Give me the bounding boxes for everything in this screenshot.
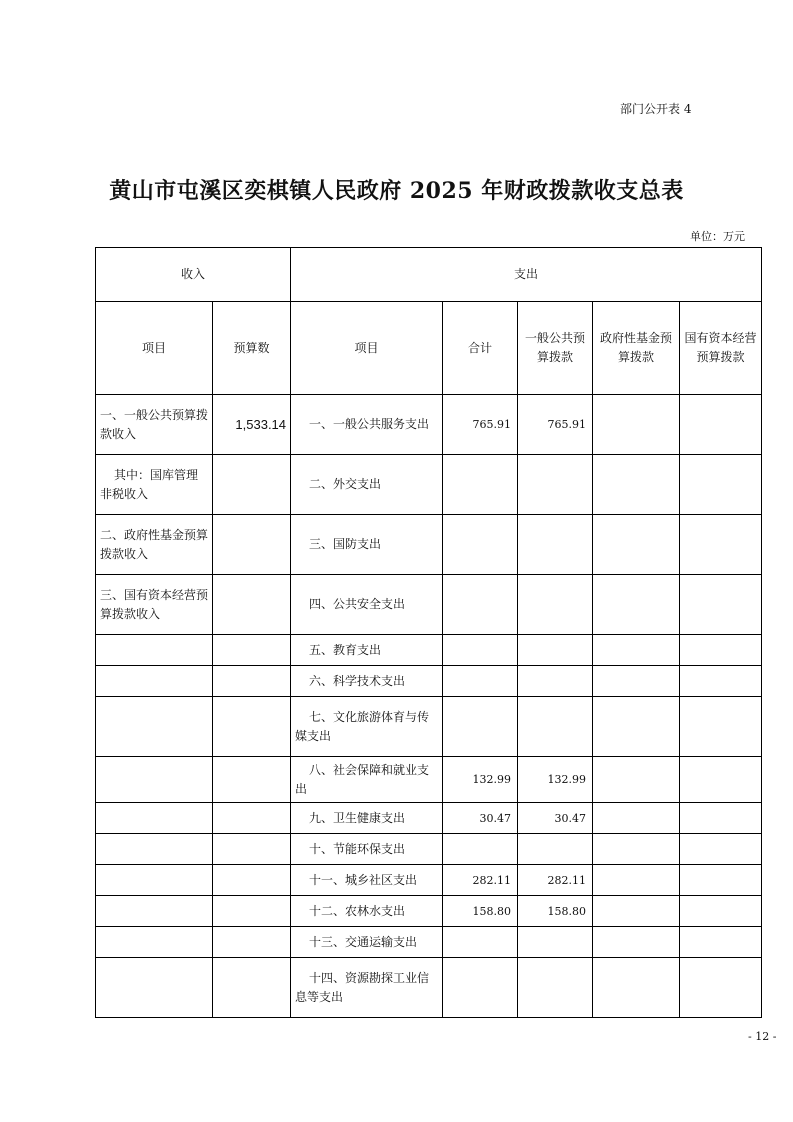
cell-total: 30.47 [443,803,518,834]
cell-general-public [518,958,593,1018]
table-row [96,666,762,697]
table-row [96,635,762,666]
group-expense-header: 支出 [291,248,762,302]
cell-income-budget [213,865,291,896]
cell-total [443,834,518,865]
col-income-budget: 预算数 [213,302,291,395]
cell-expense-item: 十三、交通运输支出 [291,927,443,958]
cell-income-item: 其中：国库管理非税收入 [96,455,213,515]
cell-total: 282.11 [443,865,518,896]
cell-general-public [518,635,593,666]
table-row [96,395,762,455]
cell-state-capital [680,865,762,896]
cell-gov-fund [593,635,680,666]
cell-income-item: 三、国有资本经营预算拨款收入 [96,575,213,635]
cell-income-budget [213,575,291,635]
cell-state-capital [680,697,762,757]
cell-gov-fund [593,666,680,697]
table-row [96,697,762,757]
table-row [96,834,762,865]
cell-gov-fund [593,865,680,896]
cell-expense-item: 四、公共安全支出 [291,575,443,635]
cell-total [443,666,518,697]
cell-total [443,515,518,575]
cell-general-public [518,515,593,575]
cell-gov-fund [593,927,680,958]
unit-label: 单位：万元 [690,230,745,243]
cell-income-budget: 1,533.14 [213,395,291,455]
page-number: - 12 - [748,1030,777,1043]
cell-gov-fund [593,575,680,635]
col-gov-fund: 政府性基金预算拨款 [593,302,680,395]
col-state-capital: 国有资本经营预算拨款 [680,302,762,395]
table-row [96,958,762,1018]
cell-gov-fund [593,455,680,515]
cell-total: 158.80 [443,896,518,927]
cell-gov-fund [593,958,680,1018]
cell-expense-item: 二、外交支出 [291,455,443,515]
col-general-public: 一般公共预算拨款 [518,302,593,395]
cell-expense-item: 五、教育支出 [291,635,443,666]
cell-expense-item: 六、科学技术支出 [291,666,443,697]
form-number: 部门公开表 4 [620,102,692,116]
cell-income-item [96,834,213,865]
cell-income-item [96,635,213,666]
cell-state-capital [680,666,762,697]
cell-total: 765.91 [443,395,518,455]
cell-income-item [96,865,213,896]
cell-income-budget [213,515,291,575]
cell-total: 132.99 [443,757,518,803]
table-row [96,455,762,515]
cell-general-public [518,455,593,515]
table-body [96,395,762,1018]
cell-income-budget [213,927,291,958]
cell-expense-item: 一、一般公共服务支出 [291,395,443,455]
cell-gov-fund [593,515,680,575]
cell-state-capital [680,896,762,927]
table-row [96,575,762,635]
table-row [96,757,762,803]
cell-gov-fund [593,697,680,757]
cell-state-capital [680,455,762,515]
cell-income-item [96,757,213,803]
cell-income-item: 二、政府性基金预算拨款收入 [96,515,213,575]
finance-table [95,247,762,1018]
cell-total [443,575,518,635]
cell-state-capital [680,575,762,635]
cell-total [443,697,518,757]
cell-expense-item: 十、节能环保支出 [291,834,443,865]
group-income-header: 收入 [96,248,291,302]
table-row [96,927,762,958]
cell-expense-item: 十四、资源勘探工业信息等支出 [291,958,443,1018]
cell-income-budget [213,834,291,865]
table-row [96,896,762,927]
cell-gov-fund [593,896,680,927]
cell-general-public [518,834,593,865]
cell-gov-fund [593,757,680,803]
cell-income-item [96,803,213,834]
cell-general-public [518,666,593,697]
cell-income-item [96,697,213,757]
cell-state-capital [680,515,762,575]
cell-state-capital [680,803,762,834]
cell-income-item [96,896,213,927]
cell-income-budget [213,666,291,697]
cell-general-public: 158.80 [518,896,593,927]
cell-expense-item: 十一、城乡社区支出 [291,865,443,896]
col-total: 合计 [443,302,518,395]
cell-state-capital [680,958,762,1018]
table-row [96,515,762,575]
cell-income-item [96,666,213,697]
cell-state-capital [680,834,762,865]
cell-income-budget [213,455,291,515]
cell-income-item: 一、一般公共预算拨款收入 [96,395,213,455]
cell-gov-fund [593,395,680,455]
cell-total [443,455,518,515]
cell-total [443,635,518,666]
cell-general-public: 282.11 [518,865,593,896]
cell-gov-fund [593,803,680,834]
cell-expense-item: 九、卫生健康支出 [291,803,443,834]
cell-expense-item: 八、社会保障和就业支出 [291,757,443,803]
cell-general-public: 765.91 [518,395,593,455]
cell-state-capital [680,927,762,958]
cell-state-capital [680,395,762,455]
cell-income-budget [213,757,291,803]
cell-general-public: 132.99 [518,757,593,803]
cell-general-public [518,697,593,757]
cell-income-budget [213,697,291,757]
cell-expense-item: 三、国防支出 [291,515,443,575]
cell-general-public [518,575,593,635]
col-expense-item: 项目 [291,302,443,395]
cell-income-budget [213,896,291,927]
cell-income-item [96,958,213,1018]
cell-income-budget [213,635,291,666]
page-title: 黄山市屯溪区奕棋镇人民政府 2025 年财政拨款收支总表 [109,178,684,204]
cell-general-public [518,927,593,958]
table-row [96,803,762,834]
cell-income-budget [213,803,291,834]
cell-general-public: 30.47 [518,803,593,834]
cell-expense-item: 十二、农林水支出 [291,896,443,927]
cell-total [443,927,518,958]
table-row [96,865,762,896]
cell-income-budget [213,958,291,1018]
cell-state-capital [680,635,762,666]
col-income-item: 项目 [96,302,213,395]
cell-total [443,958,518,1018]
cell-expense-item: 七、文化旅游体育与传媒支出 [291,697,443,757]
cell-income-item [96,927,213,958]
cell-state-capital [680,757,762,803]
cell-gov-fund [593,834,680,865]
